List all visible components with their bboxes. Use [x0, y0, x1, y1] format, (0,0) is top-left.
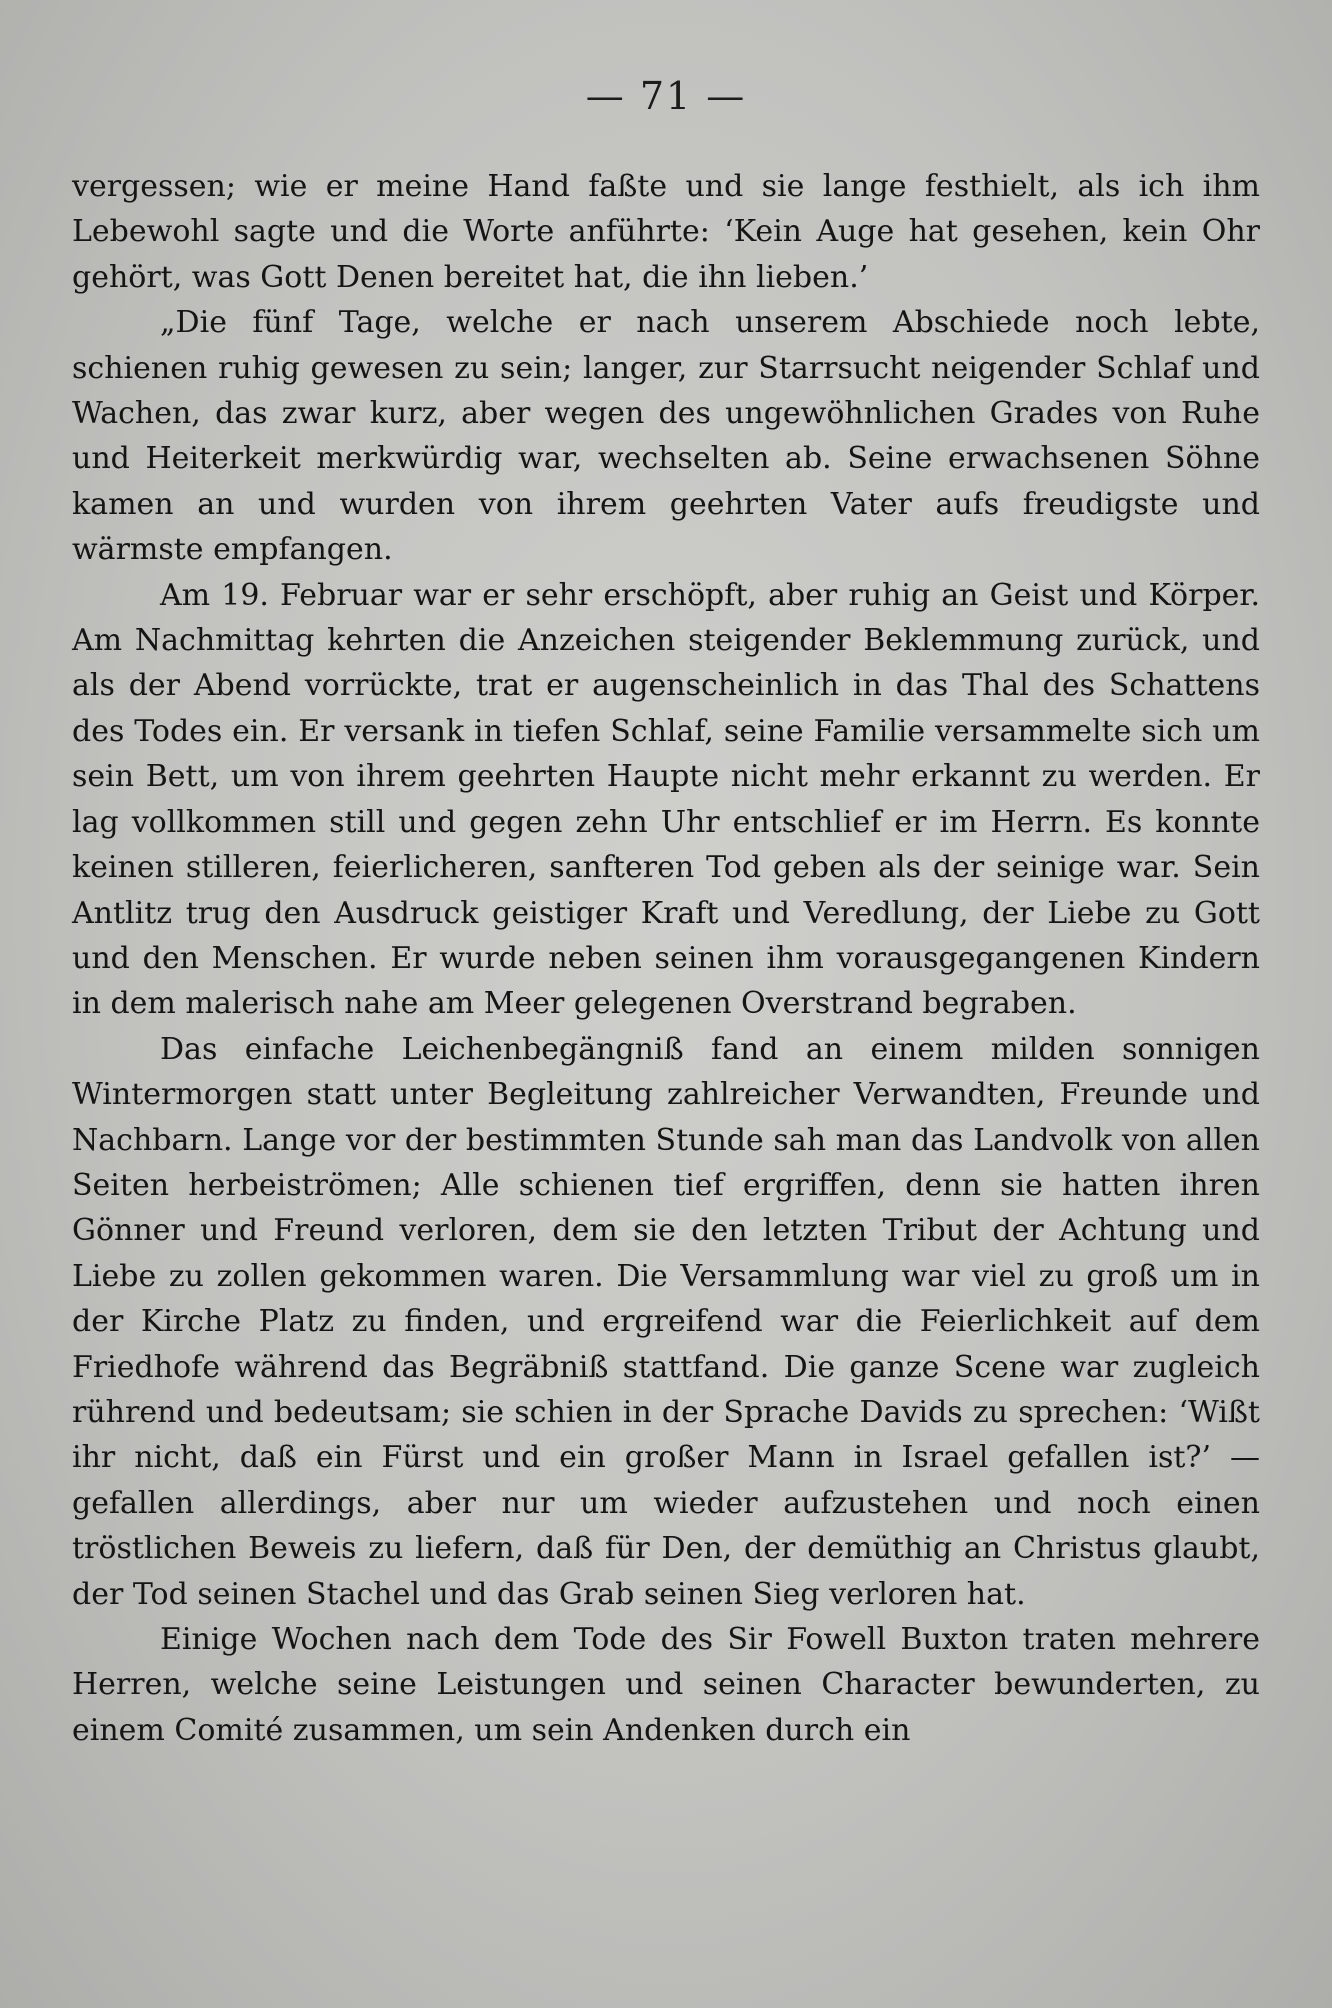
paragraph-3: Am 19. Februar war er sehr erschöpft, aber ruhig an Geist und Körper. Am Nachmittag kehrten die Anzeichen steigender Beklemmung zurück, und als der Abend vorrückte, trat er augenscheinlich in das Thal des Schattens des Todes ein. Er versank in tiefen Schlaf, seine Familie versammelte sich um sein Bett, um von ihrem geehrten Haupte nicht mehr erkannt zu werden. Er lag vollkommen still und gegen zehn Uhr entschlief er im Herrn. Es konnte keinen stilleren, feierlicheren, sanfteren Tod geben als der seinige war. Sein Antlitz trug den Ausdruck geistiger Kraft und Veredlung, der Liebe zu Gott und den Menschen. Er wurde neben seinen ihm vorausgegangenen Kindern in dem malerisch nahe am Meer gelegenen Overstrand begraben.: [72, 577, 1260, 1022]
page-number: — 71 —: [585, 74, 747, 118]
paragraph-4: Das einfache Leichenbegängniß fand an einem milden sonnigen Wintermorgen statt unter Begleitung zahlreicher Verwandten, Freunde und Nachbarn. Lange vor der bestimmten Stunde sah man das Landvolk von allen Seiten herbeiströmen; Alle schienen tief ergriffen, denn sie hatten ihren Gönner und Freund verloren, dem sie den letzten Tribut der Achtung und Liebe zu zollen gekommen waren. Die Versammlung war viel zu groß um in der Kirche Platz zu finden, und ergreifend war die Feierlichkeit auf dem Friedhofe während das Begräbniß stattfand. Die ganze Scene war zugleich rührend und bedeutsam; sie schien in der Sprache Davids zu sprechen: ‘Wißt ihr nicht, daß ein Fürst und ein großer Mann in Israel gefallen ist?’ — gefallen allerdings, aber nur um wieder aufzustehen und noch einen tröstlichen Beweis zu liefern, daß für Den, der demüthig an Christus glaubt, der Tod seinen Stachel und das Grab seinen Sieg verloren hat.: [72, 1031, 1260, 1612]
paragraph-2: „Die fünf Tage, welche er nach unserem Abschiede noch lebte, schienen ruhig gewesen zu sein; langer, zur Starrsucht neigender Schlaf und Wachen, das zwar kurz, aber wegen des ungewöhnlichen Grades von Ruhe und Heiterkeit merkwürdig war, wechselten ab. Seine erwachsenen Söhne kamen an und wurden von ihrem geehrten Vater aufs freudigste und wärmste empfangen.: [72, 305, 1260, 568]
paragraph-5: Einige Wochen nach dem Tode des Sir Fowell Buxton traten mehrere Herren, welche seine Leistungen und seinen Character bewunderten, zu einem Comité zusammen, um sein Andenken durch ein: [72, 1622, 1260, 1748]
paragraph-1: vergessen; wie er meine Hand faßte und sie lange festhielt, als ich ihm Lebewohl sagte und die Worte anführte: ‘Kein Auge hat gesehen, kein Ohr gehört, was Gott Denen bereitet hat, die ihn lieben.’: [72, 169, 1260, 295]
body-text: [72, 164, 1260, 1753]
